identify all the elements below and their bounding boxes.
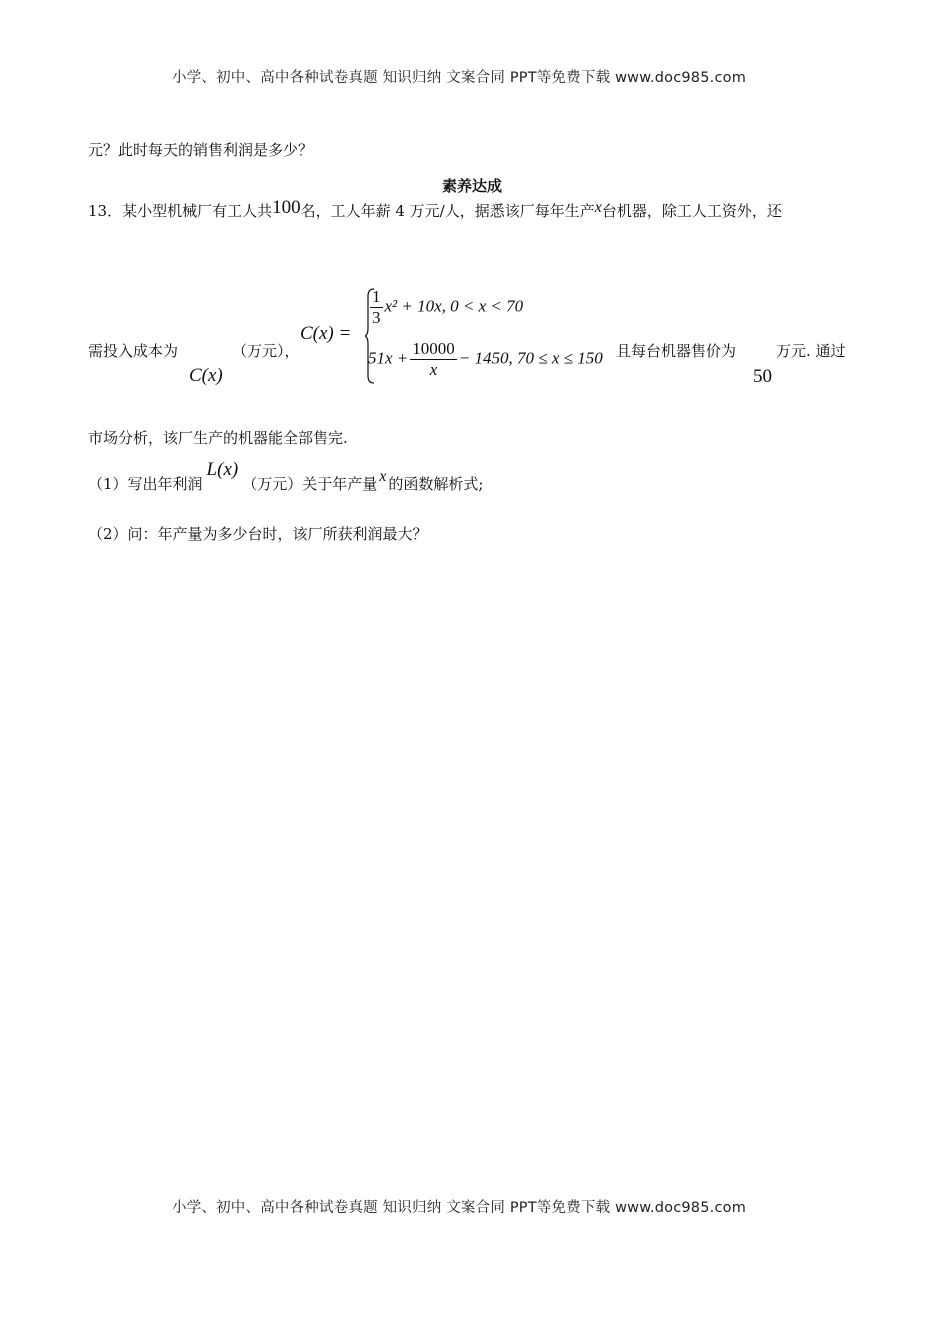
- q13-line2-unit: （万元），: [232, 342, 300, 360]
- q13-line2-a: 需投入成本为: [88, 342, 179, 360]
- q13-part2: （2）问：年产量为多少台时，该厂所获利润最大？: [88, 525, 428, 543]
- cost-symbol: C(x): [189, 365, 223, 386]
- piecewise-lhs: C(x) =: [300, 323, 352, 344]
- q13-line3: 市场分析，该厂生产的机器能全部售完.: [88, 429, 348, 447]
- part1-b: （万元）关于年产量: [242, 475, 378, 493]
- q13-var-x: x: [594, 199, 602, 216]
- piecewise-case-2: [368, 339, 603, 380]
- q13-line1: [88, 197, 782, 222]
- q13-line1-b: 名，工人年薪 4 万元/人，据悉该厂每年生产: [300, 202, 595, 220]
- piecewise-case-1: [368, 287, 523, 328]
- part1-var-x: x: [379, 468, 387, 485]
- case2-a: 51x +: [368, 348, 409, 368]
- q13-line1-c: 台机器，除工人工资外，还: [601, 202, 782, 220]
- section-title: 素养达成: [442, 177, 503, 195]
- case1-fraction: $\frac{1}{3}$: [372, 287, 381, 327]
- case2-b: − 1450, 70 ≤ x ≤ 150: [458, 348, 603, 368]
- q13-line2-c: 万元. 通过: [776, 342, 846, 360]
- q13-line2-b: 且每台机器售价为: [616, 342, 737, 360]
- q13-worker-count: 100: [272, 197, 301, 218]
- page-header: 小学、初中、高中各种试卷真题 知识归纳 文案合同 PPT等免费下载 www.doc985.com: [172, 70, 747, 86]
- prev-question-tail: 元？此时每天的销售利润是多少？: [88, 141, 314, 159]
- q13-line1-a: 13．某小型机械厂有工人共: [88, 202, 273, 220]
- case2-fraction: $\frac{10000}{x}$: [412, 339, 455, 379]
- price-value: 50: [753, 366, 772, 387]
- part1-a: （1）写出年利润: [88, 475, 203, 493]
- page-footer: 小学、初中、高中各种试卷真题 知识归纳 文案合同 PPT等免费下载 www.doc985.com: [172, 1200, 747, 1216]
- part1-c: 的函数解析式;: [388, 475, 484, 493]
- case1-expr: x² + 10x, 0 < x < 70: [384, 296, 524, 316]
- q13-part1: [88, 459, 484, 495]
- profit-symbol: L(x): [206, 459, 239, 480]
